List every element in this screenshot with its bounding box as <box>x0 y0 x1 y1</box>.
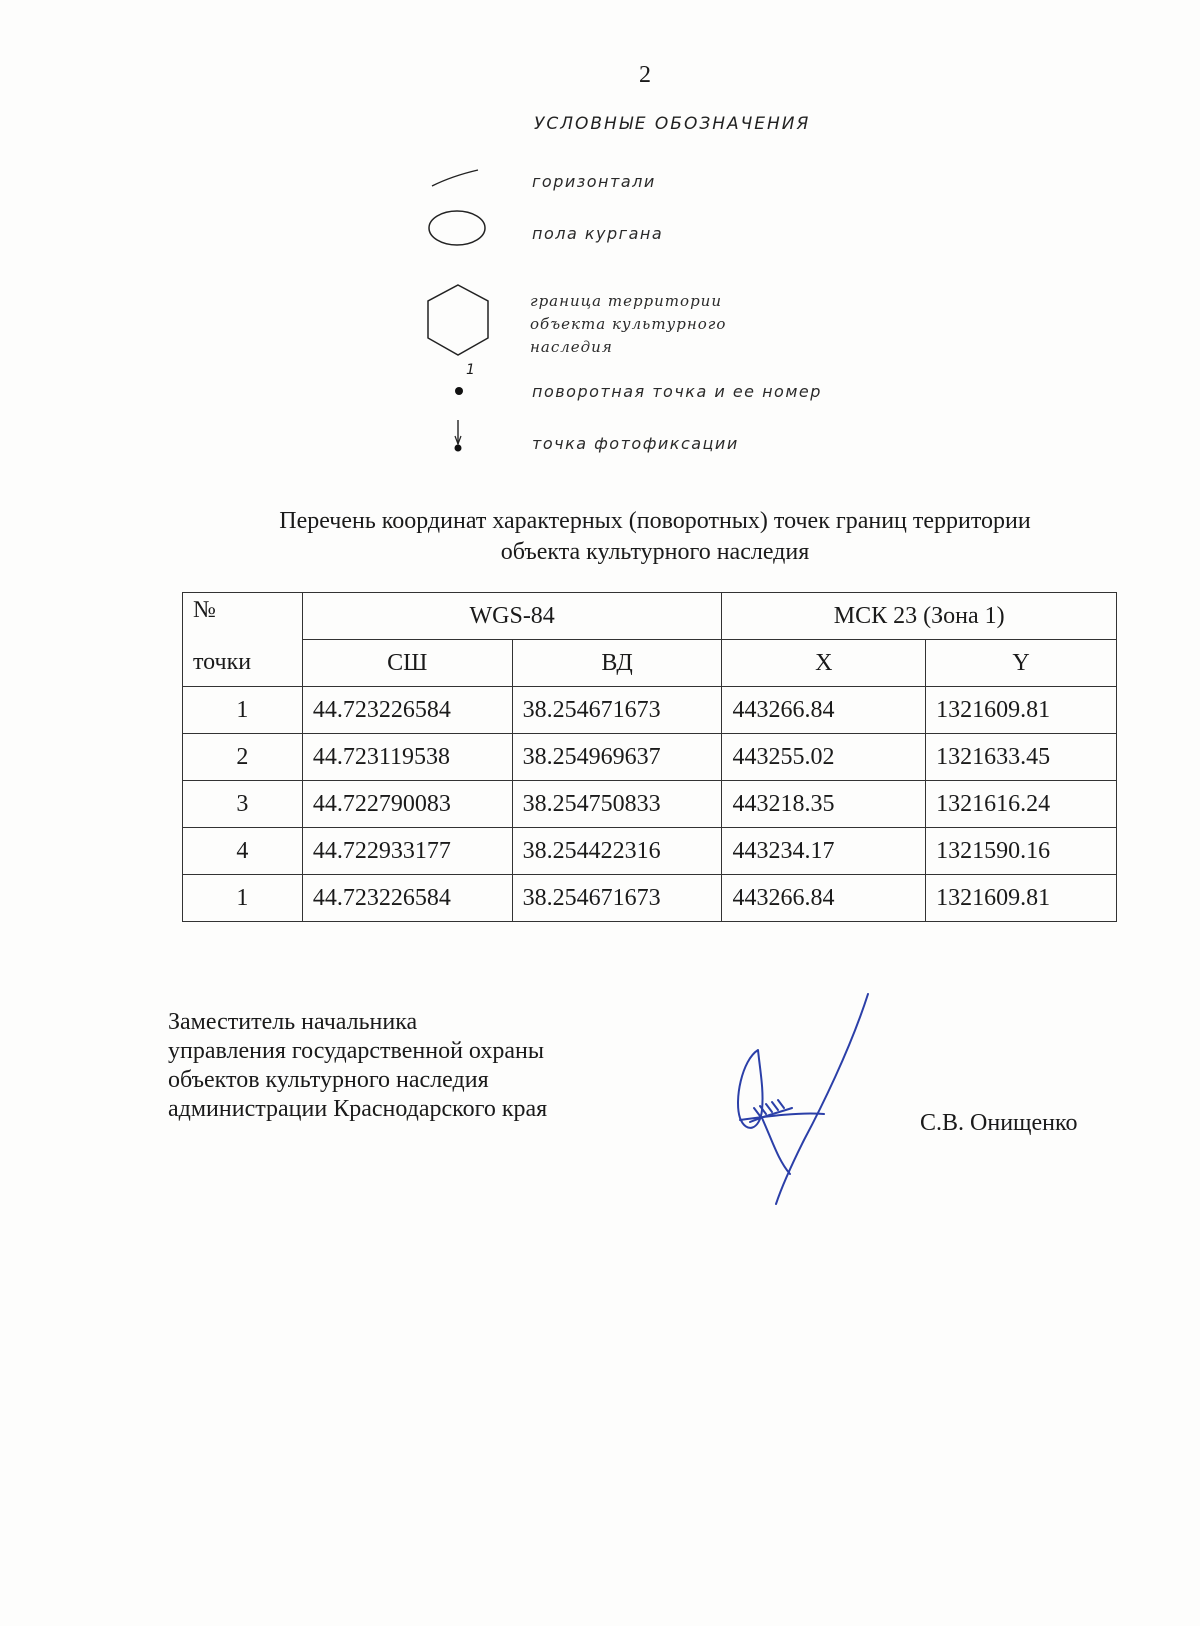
header-latitude: СШ <box>302 640 512 687</box>
page-number: 2 <box>639 62 651 88</box>
cell-x: 443266.84 <box>722 687 926 734</box>
table-caption <box>180 506 1130 568</box>
cell-point-number: 2 <box>183 734 303 781</box>
header-num-bottom: точки <box>183 640 303 687</box>
legend-title: УСЛОВНЫЕ ОБОЗНАЧЕНИЯ <box>534 114 811 134</box>
cell-y: 1321590.16 <box>926 828 1117 875</box>
cell-longitude: 38.254422316 <box>512 828 722 875</box>
cell-y: 1321616.24 <box>926 781 1117 828</box>
cell-x: 443218.35 <box>722 781 926 828</box>
table-row <box>183 875 1117 922</box>
hexagon-boundary-icon <box>424 282 492 358</box>
legend-label-photo-point: точка фотофиксации <box>532 434 739 453</box>
table-caption-line-2: объекта культурного наследия <box>500 539 810 565</box>
table-row <box>183 687 1117 734</box>
contour-line-icon <box>430 166 480 190</box>
cell-longitude: 38.254671673 <box>512 687 722 734</box>
cell-latitude: 44.722933177 <box>302 828 512 875</box>
header-y: Y <box>926 640 1117 687</box>
cell-x: 443255.02 <box>722 734 926 781</box>
cell-y: 1321633.45 <box>926 734 1117 781</box>
signer-title-line: Заместитель начальника <box>168 1009 418 1035</box>
legend-label-boundary: граница территории объекта культурного наследия <box>530 292 727 356</box>
signer-title-line: управления государственной охраны <box>168 1038 544 1064</box>
coordinates-table <box>182 592 1117 922</box>
cell-longitude: 38.254671673 <box>512 875 722 922</box>
table-header-row-1 <box>183 593 1117 640</box>
table-header-row-2 <box>183 640 1117 687</box>
cell-point-number: 1 <box>183 875 303 922</box>
mound-ellipse-icon <box>426 208 488 248</box>
signer-name: С.В. Онищенко <box>920 1110 1078 1136</box>
signer-title <box>168 1008 547 1124</box>
table-row <box>183 828 1117 875</box>
legend-label-mound: пола кургана <box>532 224 664 243</box>
header-msk23: МСК 23 (Зона 1) <box>722 593 1117 640</box>
cell-y: 1321609.81 <box>926 875 1117 922</box>
legend-label-turning-point: поворотная точка и ее номер <box>532 382 822 401</box>
cell-longitude: 38.254969637 <box>512 734 722 781</box>
table-row <box>183 734 1117 781</box>
header-num-top: № <box>183 593 303 640</box>
cell-y: 1321609.81 <box>926 687 1117 734</box>
legend-label-contours: горизонтали <box>532 172 656 191</box>
signer-title-line: администрации Краснодарского края <box>168 1096 548 1122</box>
cell-latitude: 44.723226584 <box>302 875 512 922</box>
cell-x: 443266.84 <box>722 875 926 922</box>
cell-x: 443234.17 <box>722 828 926 875</box>
turning-point-number: 1 <box>466 362 475 378</box>
signer-title-line: объектов культурного наследия <box>168 1067 489 1093</box>
header-wgs84: WGS-84 <box>302 593 722 640</box>
cell-point-number: 4 <box>183 828 303 875</box>
cell-longitude: 38.254750833 <box>512 781 722 828</box>
header-x: X <box>722 640 926 687</box>
handwritten-signature <box>720 990 890 1210</box>
header-longitude: ВД <box>512 640 722 687</box>
cell-latitude: 44.722790083 <box>302 781 512 828</box>
photo-point-icon <box>450 418 466 454</box>
cell-point-number: 3 <box>183 781 303 828</box>
cell-latitude: 44.723226584 <box>302 687 512 734</box>
table-row <box>183 781 1117 828</box>
cell-point-number: 1 <box>183 687 303 734</box>
table-caption-line-1: Перечень координат характерных (поворотных) точек границ территории <box>279 508 1031 534</box>
cell-latitude: 44.723119538 <box>302 734 512 781</box>
turning-point-icon <box>452 384 466 398</box>
